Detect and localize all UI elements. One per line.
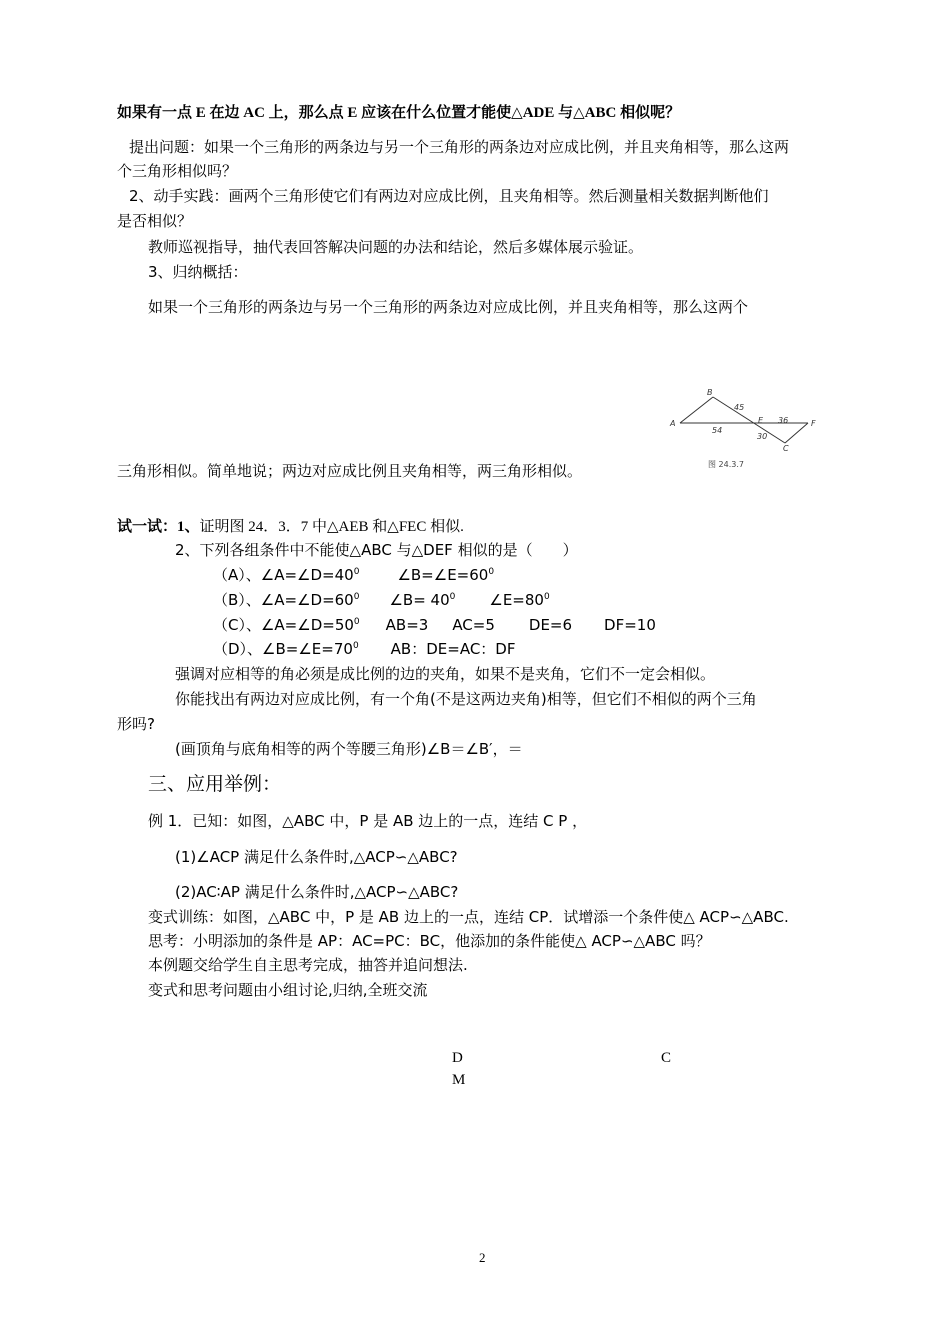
question-line-1: 如果有一点 E 在边 AC 上，那么点 E 应该在什么位置才能使△ADE 与△ABC 相似呢？: [117, 105, 681, 121]
emphasis-line: 强调对应相等的角必须是成比例的边的夹角，如果不是夹角，它们不一定会相似。: [175, 665, 716, 683]
example-1-part-2: (2)AC∶AP 满足什么条件时,△ACP∽△ABC?: [175, 883, 459, 901]
example-1-part-1: (1)∠ACP 满足什么条件时,△ACP∽△ABC?: [175, 848, 458, 866]
figure-24-3-7: [668, 384, 820, 474]
try-it-label: 试一试：1、: [117, 519, 200, 535]
figure-label-c: C: [783, 444, 789, 453]
option-d: （D）、$\angle B=\angle E=70^0$ AB：DE=AC：DF: [213, 640, 516, 658]
teacher-guidance-line: 教师巡视指导，抽代表回答解决问题的办法和结论，然后多媒体展示验证。: [148, 238, 644, 256]
page-number: 2: [479, 1250, 486, 1265]
think-line: 思考：小明添加的条件是 AP：AC=PC：BC，他添加的条件能使△ ACP∽△ABC 吗？: [148, 932, 711, 950]
propose-question-line-1: 提出问题：如果一个三角形的两条边与另一个三角形的两条边对应成比例，并且夹角相等，那么这两: [129, 138, 790, 156]
option-b: （B）、$\angle A=\angle D=60^0$ ∠B= $40^0$ $\angle E=80^0$: [213, 591, 550, 609]
practice-line-1: 2、动手实践：画两个三角形使它们有两边对应成比例，且夹角相等。然后测量相关数据判断他们: [129, 187, 769, 205]
example-1-line: 例 1．已知：如图，△ABC 中，P 是 AB 边上的一点，连结 C P ，: [148, 812, 588, 830]
letter-d: D: [452, 1050, 463, 1066]
hint-line: (画顶角与底角相等的两个等腰三角形)∠B＝∠B′，＝: [175, 740, 523, 758]
figure-label-e: E: [758, 416, 764, 425]
option-c: （C）、$\angle A=\angle D=50^0$ AB=3 AC=5 DE=6 DF=10: [213, 616, 656, 634]
figure-number-30: 30: [757, 432, 768, 441]
figure-number-36: 36: [778, 416, 789, 425]
figure-caption: 图 24.3.7: [708, 460, 744, 469]
figure-number-45: 45: [734, 403, 745, 412]
figure-label-b: B: [707, 388, 713, 397]
try-it-text: 证明图 24．3．7 中△AEB 和△FEC 相似.: [199, 519, 464, 535]
challenge-line-1: 你能找出有两边对应成比例，有一个角(不是这两边夹角)相等，但它们不相似的两个三角: [175, 690, 757, 708]
propose-question-line-2: 个三角形相似吗？: [117, 162, 238, 180]
self-study-line: 本例题交给学生自主思考完成，抽答并追问想法.: [148, 956, 468, 974]
figure-label-f: F: [811, 419, 816, 428]
theorem-line-2: 三角形相似。简单地说；两边对应成比例且夹角相等，两三角形相似。: [117, 462, 583, 480]
try-it-line: [117, 516, 464, 537]
figure-label-a: A: [670, 419, 676, 428]
triangles-diagram: [668, 384, 820, 474]
theorem-line-1: 如果一个三角形的两条边与另一个三角形的两条边对应成比例，并且夹角相等，那么这两个: [148, 298, 749, 316]
letter-m: M: [452, 1072, 466, 1088]
section-3-heading: 三、应用举例：: [148, 773, 282, 795]
group-discussion-line: 变式和思考问题由小组讨论,归纳,全班交流: [148, 981, 428, 999]
letter-c: C: [661, 1050, 672, 1066]
question-2-line: 2、下列各组条件中不能使△ABC 与△DEF 相似的是（ ）: [175, 541, 578, 559]
practice-line-2: 是否相似？: [117, 212, 193, 230]
summary-heading: 3、归纳概括：: [148, 263, 248, 281]
variant-training-line: 变式训练：如图，△ABC 中，P 是 AB 边上的一点，连结 CP．试增添一个条件使△ ACP∽△ABC.: [148, 908, 789, 926]
challenge-line-2: 形吗?: [117, 715, 155, 733]
figure-number-54: 54: [712, 426, 723, 435]
option-a: （A）、$\angle A=\angle D=40^0$ $\angle B=\angle E=60^0$: [213, 566, 495, 584]
